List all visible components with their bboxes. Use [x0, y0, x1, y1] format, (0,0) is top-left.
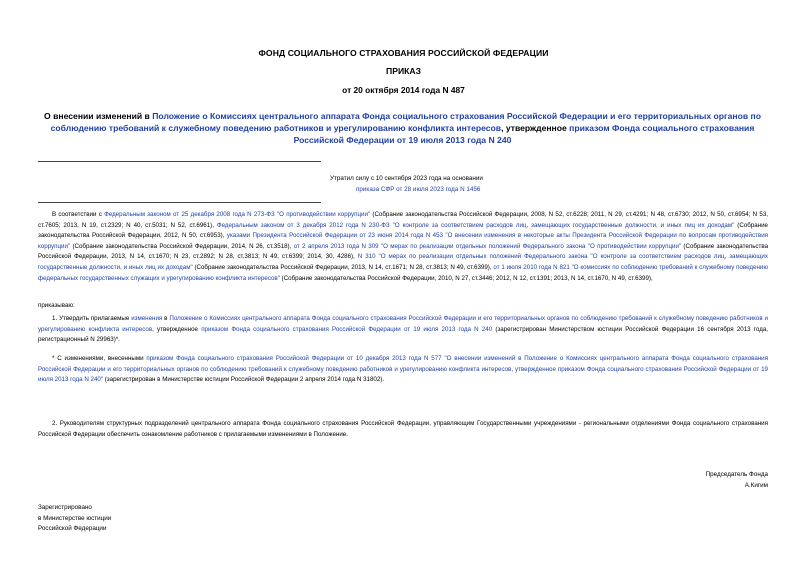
link-decree-453[interactable]: указами Президента Российской Федерации от 23 июня 2014 года N 453 "О внесении изменения в некоторые акты Президента Российской Федерации по вопросам противодействия коррупции" [38, 232, 768, 250]
status-note-link[interactable]: приказа СФР от 28 июля 2023 года N 1456 [356, 186, 481, 193]
link-changes[interactable]: изменения [131, 315, 163, 322]
document-date-number: от 20 октября 2014 года N 487 [342, 85, 465, 95]
link-law-273[interactable]: Федеральным законом от 25 декабря 2008 года N 273-ФЗ "О противодействии коррупции" [104, 211, 371, 218]
divider-bottom [38, 202, 321, 203]
link-regulation[interactable]: Положение о Комиссиях центрального аппарата Фонда социального страхования Российской Федерации и его территориальных органов по соблюдению требований к служебному поведению работников и урегулированию конфликта интересов [38, 315, 768, 333]
divider-top [38, 161, 321, 162]
link-decree-821[interactable]: от 1 июля 2010 года N 821 "О комиссиях по соблюдению требований к служебному поведению федеральных государственных служащих и урегулированию конфликта интересов" [38, 263, 768, 282]
document-title: О внесении изменений в Положение о Комиссиях центрального аппарата Фонда социального страхования Российской Федерации и его территориальных органов по соблюдению требований к служебному поведению работников и урегулированию конфликта интересов, утвержденное приказом Фонда социального страхования Российской Федерации от 19 июля 2013 года N 240 [44, 111, 761, 146]
link-order-577[interactable]: приказом Фонда социального страхования Российской Федерации от 10 декабря 2013 года N 577 "О внесении изменений в Положение о Комиссиях центрального аппарата Фонда социального страхования Российской Федерации и его территориальных органов по соблюдению требований к служебному поведению работников и урегулированию конфликта интересов, утвержденное приказом Фонда социального страхования Российской Федерации от 19 июля 2013 года N 240" [38, 355, 768, 384]
link-law-230[interactable]: Федеральным законом от 3 декабря 2012 года N 230-ФЗ "О контроле за соответствием расходов лиц, замещающих государственные должности, и иных лиц их доходам" [216, 221, 735, 229]
title-link-order-240[interactable]: приказом Фонда социального страхования Российской Федерации от 19 июля 2013 года N 240 [293, 123, 755, 146]
status-note: Утратил силу с 10 сентября 2023 года на основании приказа СФР от 28 июля 2023 года N 1456 [330, 175, 483, 193]
link-order-240[interactable]: приказом Фонда социального страхования Российской Федерации от 19 июля 2013 года N 240 [201, 325, 493, 333]
signature-name: А.Кигим [744, 481, 768, 489]
item-1: 1. Утвердить прилагаемые изменения в Положение о Комиссиях центрального аппарата Фонда социального страхования Российской Федерации и его территориальных органов по соблюдению требований к служебному поведению работников и урегулированию конфликта интересов, утвержденное приказом Фонда социального страхования Российской Федерации от 19 июля 2013 года N 240 (зарегистрирован Министерством юстиции Российской Федерации 16 сентября 2013 года, регистрационный N 29963)*. [38, 315, 769, 344]
link-decree-310[interactable]: N 310 "О мерах по реализации отдельных положений Федерального закона "О контроле за соответствием расходов лиц, замещающих государственные должности, и иных лиц их доходам" [38, 253, 768, 271]
title-link-regulation[interactable]: Положение о Комиссиях центрального аппарата Фонда социального страхования Российской Федерации и его территориальных органов по соблюдению требований к служебному поведению работников и урегулированию конфликта интересов [50, 111, 761, 134]
item-2: 2. Руководителям структурных подразделений центрального аппарата Фонда социального страхования Российской Федерации, управляющим Государственными учреждениями - региональными отделениями Фонда социального страхования Российской Федерации обеспечить ознакомление работников с прилагаемыми изменениями в Положение. [38, 420, 768, 438]
signature-position: Председатель Фонда [705, 471, 768, 478]
footnote: * С изменениями, внесенными приказом Фонда социального страхования Российской Федерации от 10 декабря 2013 года N 577 "О внесении изменений в Положение о Комиссиях центрального аппарата Фонда социального страхования Российской Федерации и его территориальных органов по соблюдению требований к служебному поведению работников и урегулированию конфликта интересов, утвержденное приказом Фонда социального страхования Российской Федерации от 19 июля 2013 года N 240" (зарегистрирован в Министерстве юстиции Российской Федерации 2 апреля 2014 года N 31802). [38, 355, 768, 384]
document-type: ПРИКАЗ [386, 66, 421, 76]
order-word: приказываю: [38, 302, 75, 309]
registration-block: Зарегистрировано в Министерстве юстиции Российской Федерации [38, 504, 112, 532]
link-decree-309[interactable]: от 2 апреля 2013 года N 309 "О мерах по реализации отдельных положений Федерального закона "О противодействии коррупции" [293, 242, 682, 250]
organization-name: ФОНД СОЦИАЛЬНОГО СТРАХОВАНИЯ РОССИЙСКОЙ ФЕДЕРАЦИИ [258, 48, 549, 58]
signature-block [600, 470, 768, 491]
preamble-paragraph: В соответствии с Федеральным законом от 25 декабря 2008 года N 273-ФЗ "О противодействии коррупции" (Собрание законодательства Российской Федерации, 2008, N 52, ст.6228; 2011, N 29, ст.4291; N 48, ст.6730; 2012, N 50, ст.6954; N 53, ст.7605; 2013, N 19, ст.2329; N 40, ст.5031; N 52, ст.6961), Федеральным законом от 3 декабря 2012 года N 230-ФЗ "О контроле за соответствием расходов лиц, замещающих государственные должности, и иных лиц их доходам" (Собрание законодательства Российской Федерации, 2012, N 50, ст.6953), указами Президента Российской Федерации от 23 июня 2014 года N 453 "О внесении изменения в некоторые акты Президента Российской Федерации по вопросам противодействия коррупции" (Собрание законодательства Российской Федерации, 2014, N 26, ст.3518), от 2 апреля 2013 года N 309 "О мерах по реализации отдельных положений Федерального закона "О противодействии коррупции" (Собрание законодательства Российской Федерации, 2013, N 14, ст.1670; N 23, ст.2892; N 28, ст.3813; N 49, ст.6399; 2014, 30, 4286), N 310 "О мерах по реализации отдельных положений Федерального закона "О контроле за соответствием расходов лиц, замещающих государственные должности, и иных лиц их доходам" (Собрание законодательства Российской Федерации, 2013, N 14, ст.1671; N 28, ст.3813; N 49, ст.6399), от 1 июля 2010 года N 821 "О комиссиях по соблюдению требований к служебному поведению федеральных государственных служащих и урегулированию конфликта интересов" (Собрание законодательства Российской Федерации, 2010, N 27, ст.3446; 2012, N 12, ст.1391; 2013, N 14, ст.1670, N 49, ст.6399), [38, 211, 769, 282]
